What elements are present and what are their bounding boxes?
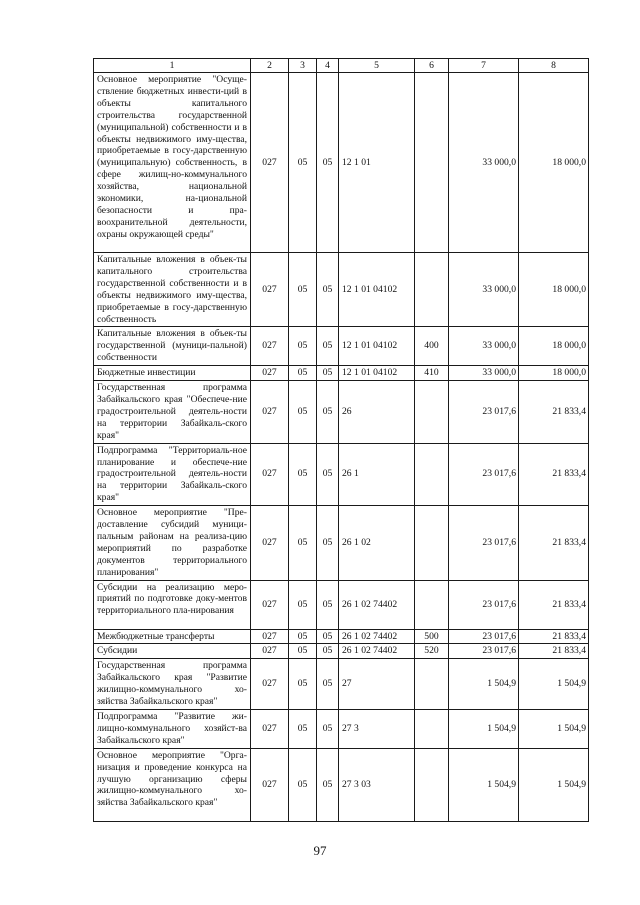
cell-subsection-code: 05	[317, 748, 339, 821]
cell-target-article: 12 1 01 04102	[339, 253, 415, 327]
cell-amount-1: 23 017,6	[449, 443, 519, 506]
cell-expense-type	[415, 710, 449, 749]
column-header: 8	[519, 59, 589, 73]
cell-section-code: 05	[289, 253, 317, 327]
cell-section-code: 05	[289, 629, 317, 644]
cell-amount-2: 18 000,0	[519, 327, 589, 366]
cell-amount-2: 18 000,0	[519, 253, 589, 327]
cell-ministry-code: 027	[251, 659, 289, 710]
cell-expense-type	[415, 506, 449, 580]
budget-table	[93, 58, 589, 822]
cell-expense-type	[415, 580, 449, 629]
table-row	[94, 253, 589, 327]
cell-target-article: 26 1 02	[339, 506, 415, 580]
column-header: 3	[289, 59, 317, 73]
cell-section-code: 05	[289, 644, 317, 659]
table-row	[94, 710, 589, 749]
header-row	[94, 59, 589, 73]
cell-section-code: 05	[289, 506, 317, 580]
cell-expense-type	[415, 73, 449, 253]
cell-amount-1: 23 017,6	[449, 381, 519, 444]
table-row	[94, 381, 589, 444]
cell-target-article: 12 1 01 04102	[339, 327, 415, 366]
column-header: 1	[94, 59, 251, 73]
column-header: 5	[339, 59, 415, 73]
cell-subsection-code: 05	[317, 443, 339, 506]
table-row	[94, 629, 589, 644]
cell-amount-2: 21 833,4	[519, 381, 589, 444]
cell-expense-type: 500	[415, 629, 449, 644]
cell-section-code: 05	[289, 710, 317, 749]
cell-amount-2: 21 833,4	[519, 629, 589, 644]
row-name-cell: Подпрограмма "Территориаль-ное планирование и обеспече-ние градостроительной деятель-ности на территории Забайкаль-ского края"	[94, 443, 251, 506]
row-name-cell: Основное мероприятие "Пре-доставление субсидий муници-пальным районам на реализа-цию мероприятий по разработке документов территориального планирования"	[94, 506, 251, 580]
cell-ministry-code: 027	[251, 381, 289, 444]
cell-ministry-code: 027	[251, 73, 289, 253]
cell-ministry-code: 027	[251, 253, 289, 327]
cell-subsection-code: 05	[317, 659, 339, 710]
cell-expense-type: 520	[415, 644, 449, 659]
cell-subsection-code: 05	[317, 381, 339, 444]
row-name-cell: Бюджетные инвестиции	[94, 366, 251, 381]
cell-expense-type	[415, 381, 449, 444]
cell-expense-type: 400	[415, 327, 449, 366]
cell-subsection-code: 05	[317, 506, 339, 580]
table-row	[94, 327, 589, 366]
cell-ministry-code: 027	[251, 710, 289, 749]
cell-amount-1: 33 000,0	[449, 253, 519, 327]
cell-amount-2: 18 000,0	[519, 73, 589, 253]
cell-section-code: 05	[289, 748, 317, 821]
cell-subsection-code: 05	[317, 327, 339, 366]
table-row	[94, 748, 589, 821]
cell-target-article: 12 1 01 04102	[339, 366, 415, 381]
cell-subsection-code: 05	[317, 73, 339, 253]
cell-target-article: 26 1 02 74402	[339, 644, 415, 659]
cell-target-article: 27 3 03	[339, 748, 415, 821]
cell-section-code: 05	[289, 443, 317, 506]
cell-ministry-code: 027	[251, 506, 289, 580]
page-number: 97	[313, 843, 327, 858]
cell-ministry-code: 027	[251, 748, 289, 821]
cell-amount-1: 1 504,9	[449, 659, 519, 710]
table-row	[94, 659, 589, 710]
column-header: 7	[449, 59, 519, 73]
cell-ministry-code: 027	[251, 644, 289, 659]
cell-subsection-code: 05	[317, 710, 339, 749]
cell-subsection-code: 05	[317, 366, 339, 381]
cell-target-article: 26 1	[339, 443, 415, 506]
cell-section-code: 05	[289, 327, 317, 366]
cell-section-code: 05	[289, 580, 317, 629]
cell-amount-1: 33 000,0	[449, 327, 519, 366]
cell-amount-1: 23 017,6	[449, 644, 519, 659]
column-header: 4	[317, 59, 339, 73]
cell-amount-2: 21 833,4	[519, 506, 589, 580]
row-name-cell: Основное мероприятие "Осуще-ствление бюджетных инвести-ций в объекты капитального строительства государственной (муниципальной) собственности и в объекты недвижимого иму-щества, приобретаемые в госу-дарственную (муниципальную) собственность, в сфере жилищ-но-коммунального хозяйства, национальной экономики, на-циональной безопасности и пра-воохранительной деятельности, охраны окружающей среды"	[94, 73, 251, 253]
table-row	[94, 366, 589, 381]
cell-subsection-code: 05	[317, 629, 339, 644]
table-row	[94, 73, 589, 253]
cell-amount-1: 1 504,9	[449, 710, 519, 749]
cell-amount-1: 33 000,0	[449, 366, 519, 381]
cell-target-article: 26	[339, 381, 415, 444]
cell-expense-type	[415, 748, 449, 821]
row-name-cell: Субсидии	[94, 644, 251, 659]
cell-target-article: 27	[339, 659, 415, 710]
cell-ministry-code: 027	[251, 580, 289, 629]
cell-subsection-code: 05	[317, 644, 339, 659]
cell-expense-type	[415, 443, 449, 506]
cell-subsection-code: 05	[317, 580, 339, 629]
column-header: 2	[251, 59, 289, 73]
cell-section-code: 05	[289, 73, 317, 253]
row-name-cell: Субсидии на реализацию меро-приятий по подготовке доку-ментов территориального пла-нирования	[94, 580, 251, 629]
table-body	[94, 73, 589, 822]
cell-target-article: 26 1 02 74402	[339, 580, 415, 629]
cell-amount-1: 33 000,0	[449, 73, 519, 253]
cell-ministry-code: 027	[251, 629, 289, 644]
table-row	[94, 443, 589, 506]
table-row	[94, 506, 589, 580]
cell-expense-type	[415, 659, 449, 710]
row-name-cell: Государственная программа Забайкальского края "Обеспече-ние градостроительной деятель-ности на территории Забайкаль-ского края"	[94, 381, 251, 444]
cell-amount-2: 1 504,9	[519, 748, 589, 821]
cell-section-code: 05	[289, 659, 317, 710]
row-name-cell: Основное мероприятие "Орга-низация и проведение конкурса на лучшую организацию сферы жилищно-коммунального хо-зяйства Забайкальского края"	[94, 748, 251, 821]
row-name-cell: Капитальные вложения в объек-ты капитального строительства государственной собственности и в объекты недвижимого иму-щества, приобретаемые в госу-дарственную собственность	[94, 253, 251, 327]
cell-ministry-code: 027	[251, 327, 289, 366]
cell-amount-2: 21 833,4	[519, 644, 589, 659]
cell-amount-2: 1 504,9	[519, 659, 589, 710]
table-row	[94, 580, 589, 629]
cell-amount-2: 21 833,4	[519, 443, 589, 506]
cell-amount-1: 23 017,6	[449, 629, 519, 644]
cell-expense-type: 410	[415, 366, 449, 381]
row-name-cell: Капитальные вложения в объек-ты государственной (муници-пальной) собственности	[94, 327, 251, 366]
cell-amount-2: 1 504,9	[519, 710, 589, 749]
column-header: 6	[415, 59, 449, 73]
cell-target-article: 12 1 01	[339, 73, 415, 253]
cell-target-article: 27 3	[339, 710, 415, 749]
cell-amount-2: 21 833,4	[519, 580, 589, 629]
cell-section-code: 05	[289, 366, 317, 381]
cell-amount-2: 18 000,0	[519, 366, 589, 381]
cell-subsection-code: 05	[317, 253, 339, 327]
cell-ministry-code: 027	[251, 366, 289, 381]
row-name-cell: Государственная программа Забайкальского края "Развитие жилищно-коммунального хо-зяйства Забайкальского края"	[94, 659, 251, 710]
row-name-cell: Подпрограмма "Развитие жи-лищно-коммунального хозяйст-ва Забайкальского края"	[94, 710, 251, 749]
cell-amount-1: 23 017,6	[449, 580, 519, 629]
row-name-cell: Межбюджетные трансферты	[94, 629, 251, 644]
cell-amount-1: 23 017,6	[449, 506, 519, 580]
cell-section-code: 05	[289, 381, 317, 444]
cell-target-article: 26 1 02 74402	[339, 629, 415, 644]
cell-expense-type	[415, 253, 449, 327]
cell-ministry-code: 027	[251, 443, 289, 506]
table-row	[94, 644, 589, 659]
cell-amount-1: 1 504,9	[449, 748, 519, 821]
